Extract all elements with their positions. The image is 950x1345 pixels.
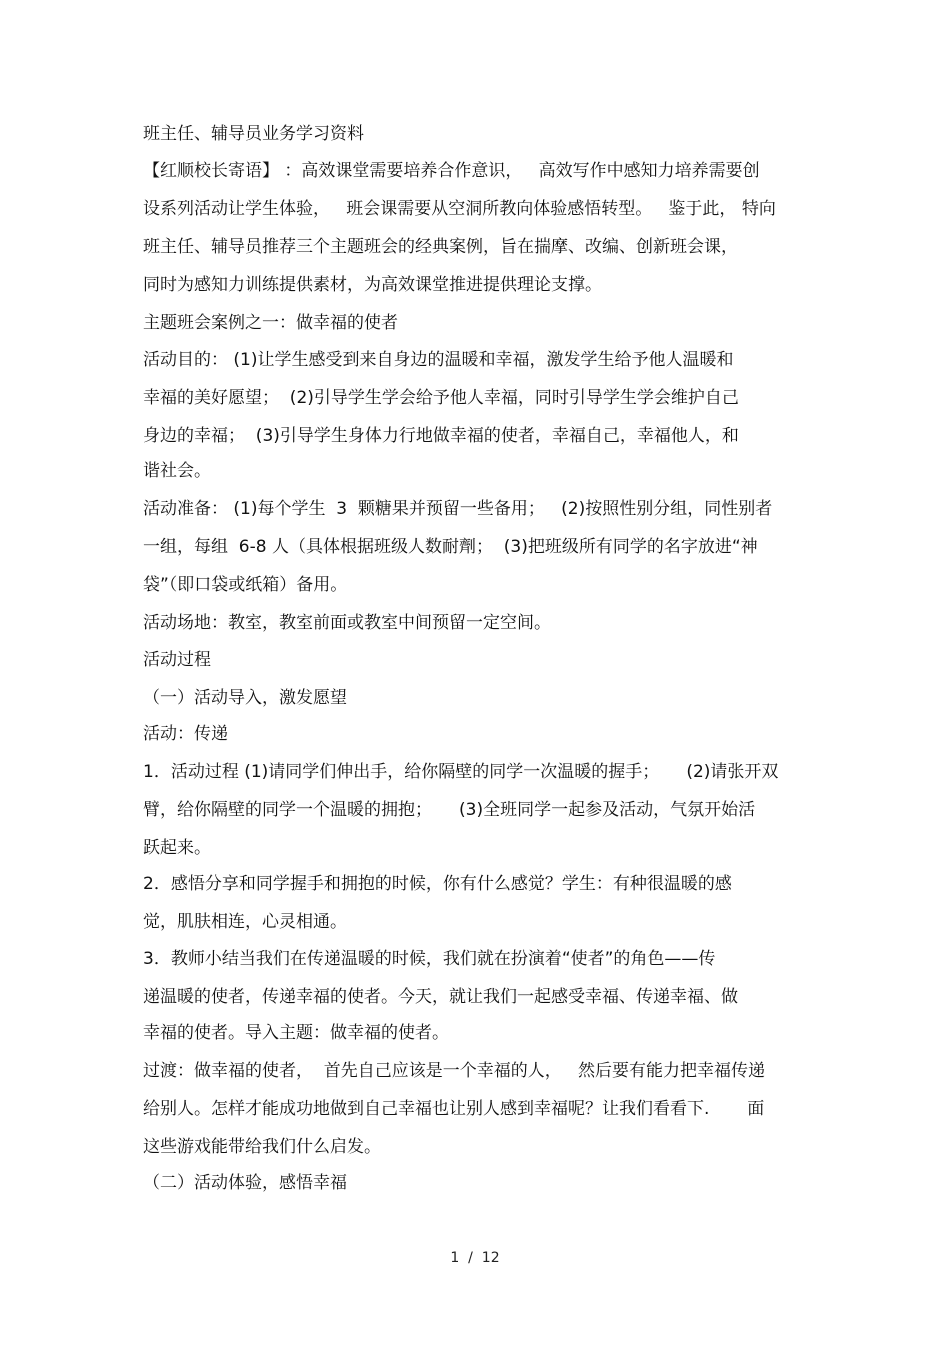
doc-line: 1．活动过程 (1)请同学们伸出手，给你隔壁的同学一次温暖的握手； (2)请张开双 bbox=[143, 762, 779, 782]
section-heading: 主题班会案例之一：做幸福的使者 bbox=[143, 313, 398, 333]
doc-line: 活动目的： (1)让学生感受到来自身边的温暖和幸福，激发学生给予他人温暖和 bbox=[143, 350, 734, 370]
doc-line: 递温暖的使者，传递幸福的使者。今天，就让我们一起感受幸福、传递幸福、做 bbox=[143, 987, 738, 1007]
doc-line: 同时为感知力训练提供素材，为高效课堂推进提供理论支撑。 bbox=[143, 275, 602, 295]
doc-line: 幸福的美好愿望； (2)引导学生学会给予他人幸福，同时引导学生学会维护自己 bbox=[143, 388, 739, 408]
doc-line: 身边的幸福； (3)引导学生身体力行地做幸福的使者，幸福自己，幸福他人，和 bbox=[143, 426, 739, 446]
doc-line: 幸福的使者。导入主题：做幸福的使者。 bbox=[143, 1023, 449, 1043]
doc-line: 觉，肌肤相连，心灵相通。 bbox=[143, 912, 347, 932]
doc-line: 这些游戏能带给我们什么启发。 bbox=[143, 1137, 381, 1157]
doc-line: 一组，每组 6-8 人（具体根据班级人数耐劑； (3)把班级所有同学的名字放进“神 bbox=[143, 537, 758, 557]
page-number: 1 / 12 bbox=[450, 1250, 500, 1266]
doc-line: 跃起来。 bbox=[143, 838, 211, 858]
subsection-heading: （二）活动体验，感悟幸福 bbox=[143, 1173, 347, 1193]
doc-line: 活动场地：教室，教室前面或教室中间预留一定空间。 bbox=[143, 613, 551, 633]
doc-line: 2．感悟分享和同学握手和拥抱的时候，你有什么感觉？学生：有种很温暖的感 bbox=[143, 874, 732, 894]
doc-line: 臂，给你隔壁的同学一个温暖的拥抱； (3)全班同学一起参及活动，气氛开始活 bbox=[143, 800, 756, 820]
doc-line: 活动：传递 bbox=[143, 724, 228, 744]
doc-line: 3．教师小结当我们在传递温暖的时候，我们就在扮演着“使者”的角色——传 bbox=[143, 949, 716, 969]
doc-line: 给别人。怎样才能成功地做到自己幸福也让别人感到幸福呢？让我们看看下. 面 bbox=[143, 1099, 765, 1119]
doc-line: 【红顺校长寄语】 ：高效课堂需要培养合作意识， 高效写作中感知力培养需要创 bbox=[143, 161, 760, 181]
doc-line: 活动准备： (1)每个学生 3 颗糖果并预留一些备用； (2)按照性别分组，同性别者 bbox=[143, 499, 773, 519]
doc-line: 过渡：做幸福的使者， 首先自己应该是一个幸福的人， 然后要有能力把幸福传递 bbox=[143, 1061, 766, 1081]
section-heading: 活动过程 bbox=[143, 650, 211, 670]
doc-line: 谐社会。 bbox=[143, 461, 211, 481]
doc-line: 设系列活动让学生体验， 班会课需要从空洞所教向体验感悟转型。 鉴于此， 特向 bbox=[143, 199, 776, 219]
subsection-heading: （一）活动导入，激发愿望 bbox=[143, 688, 347, 708]
doc-line: 班主任、辅导员推荐三个主题班会的经典案例，旨在揣摩、改编、创新班会课， bbox=[143, 237, 738, 257]
doc-title: 班主任、辅导员业务学习资料 bbox=[143, 124, 364, 144]
doc-line: 袋”（即口袋或纸箱）备用。 bbox=[143, 575, 348, 595]
